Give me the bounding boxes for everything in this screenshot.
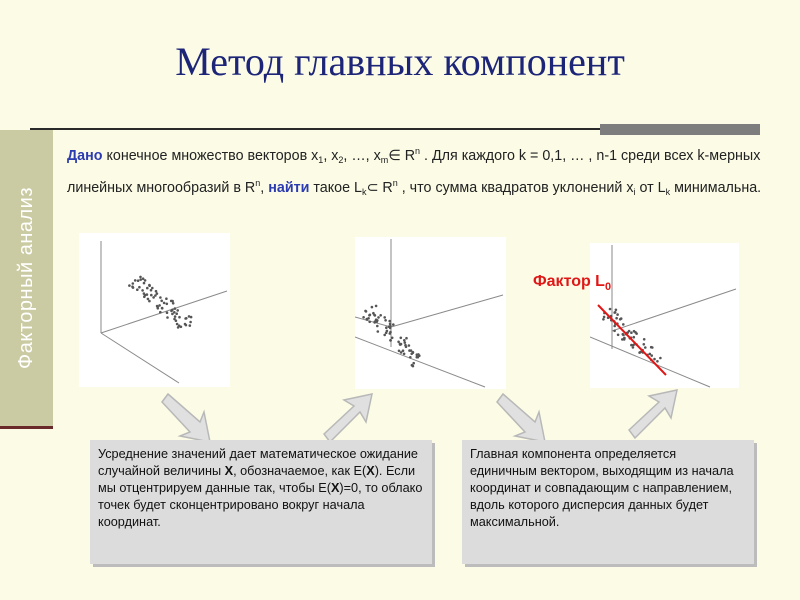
data-point: [383, 334, 386, 337]
data-point: [630, 344, 633, 347]
scatter-3d-original-icon: [79, 233, 230, 387]
box-text: Главная компонента определяется единичным вектором, выходящим из начала координат и совпадающим с направлением, вдоль которого дисперсия данных будет максимальной.: [470, 447, 734, 529]
data-point: [622, 323, 625, 326]
factor-label-text: Фактор L: [533, 273, 605, 290]
data-point: [403, 339, 406, 342]
data-point: [146, 287, 149, 290]
data-point: [166, 316, 169, 319]
desc-text: такое L: [309, 180, 362, 196]
data-point: [383, 316, 386, 319]
data-point: [650, 354, 653, 357]
data-point: [609, 308, 612, 311]
data-point: [150, 294, 153, 297]
data-point: [385, 326, 388, 329]
keyword-find: найти: [268, 180, 310, 196]
desc-text: ∈ R: [388, 148, 416, 164]
arrow-down-right-icon: [495, 392, 549, 446]
data-point: [412, 351, 415, 354]
box-bold-x: X: [330, 481, 340, 495]
data-point: [189, 321, 192, 324]
title-rule: [30, 128, 600, 130]
data-point: [615, 317, 618, 320]
arrow-up-right-icon: [320, 392, 374, 446]
data-point: [128, 284, 131, 287]
data-point: [176, 309, 179, 312]
data-point: [376, 325, 379, 328]
data-point: [147, 298, 150, 301]
data-point: [630, 331, 633, 334]
data-point: [379, 314, 382, 317]
data-point: [136, 288, 139, 291]
factor-label: [533, 273, 611, 293]
desc-sub: i: [633, 187, 636, 197]
data-point: [362, 316, 365, 319]
arrow-down-right-icon: [160, 392, 214, 446]
data-point: [185, 317, 188, 320]
data-point: [166, 311, 169, 314]
data-point: [417, 356, 420, 359]
data-point: [171, 313, 174, 316]
data-point: [161, 307, 164, 310]
data-point: [155, 290, 158, 293]
data-point: [603, 316, 606, 319]
data-point: [633, 336, 636, 339]
principal-axis-line: [598, 305, 666, 375]
data-point: [154, 294, 157, 297]
box-text: , обозначаемое, как E(: [233, 464, 367, 478]
data-point: [142, 277, 145, 280]
desc-text: , x: [323, 148, 339, 164]
data-point: [177, 326, 180, 329]
data-point: [403, 353, 406, 356]
desc-text: минимальна.: [670, 180, 762, 196]
data-point: [366, 318, 369, 321]
data-point: [643, 338, 646, 341]
data-point: [623, 337, 626, 340]
data-point: [373, 314, 376, 317]
box-text: )=0, то облако точек будет сконцентрировано вокруг начала координат.: [98, 481, 423, 529]
scatter-3d-centered-icon: [355, 237, 506, 389]
data-point: [388, 320, 391, 323]
data-point: [617, 334, 620, 337]
data-point: [405, 337, 408, 340]
data-point: [397, 341, 400, 344]
data-point: [408, 344, 411, 347]
data-point: [178, 316, 181, 319]
data-point: [170, 310, 173, 313]
data-point: [402, 349, 405, 352]
data-point: [613, 311, 616, 314]
data-point: [139, 278, 142, 281]
data-point: [144, 294, 147, 297]
data-point: [656, 360, 659, 363]
box-text: ). Если мы отцентрируем данные так, чтобы E(: [98, 464, 416, 495]
data-point: [384, 319, 387, 322]
data-point: [371, 306, 374, 309]
desc-sup: n: [392, 178, 398, 188]
data-point: [188, 315, 191, 318]
sidebar-label-container: [2, 130, 50, 426]
data-point: [172, 302, 175, 305]
desc-text: ,: [260, 180, 269, 196]
data-point: [368, 314, 371, 317]
data-point: [148, 300, 151, 303]
centering-explanation-box: [90, 440, 432, 564]
data-point: [377, 316, 380, 319]
data-point: [391, 337, 394, 340]
data-point: [152, 296, 155, 299]
data-point: [163, 302, 166, 305]
data-point: [159, 296, 162, 299]
data-point: [400, 343, 403, 346]
box-text: Усреднение значений дает математическое ожидание случайной величины: [98, 447, 418, 478]
data-point: [616, 313, 619, 316]
desc-text: от L: [635, 180, 666, 196]
data-point: [139, 276, 142, 279]
data-point: [634, 331, 637, 334]
data-point: [411, 364, 414, 367]
data-point: [144, 279, 147, 282]
data-point: [174, 307, 177, 310]
data-point: [409, 356, 412, 359]
data-point: [166, 303, 169, 306]
desc-sub: m: [380, 155, 389, 165]
desc-text: ⊂ R: [366, 180, 393, 196]
desc-sub: 1: [318, 155, 324, 165]
data-point: [375, 318, 378, 321]
data-point: [141, 289, 144, 292]
arrow-up-right-icon: [625, 388, 679, 442]
data-point: [176, 323, 179, 326]
scatter-3d-factor-icon: [590, 243, 739, 388]
desc-sub: 2: [338, 155, 344, 165]
data-point: [644, 346, 647, 349]
data-point: [364, 310, 367, 313]
data-point: [404, 341, 407, 344]
desc-sub: k: [665, 187, 671, 197]
data-point: [368, 321, 371, 324]
data-point: [138, 286, 141, 289]
data-point: [160, 300, 163, 303]
data-point: [405, 346, 408, 349]
data-point: [392, 323, 395, 326]
data-point: [400, 337, 403, 340]
data-point: [613, 330, 616, 333]
data-point: [156, 306, 159, 309]
data-point: [150, 289, 153, 292]
data-point: [148, 284, 151, 287]
desc-sub: k: [361, 187, 367, 197]
problem-statement: [67, 140, 767, 204]
desc-text: , что сумма квадратов уклонений x: [397, 180, 634, 196]
data-point: [134, 279, 137, 282]
desc-text: конечное множество векторов x: [102, 148, 319, 164]
data-point: [622, 333, 625, 336]
data-point: [377, 330, 380, 333]
desc-sup: n: [415, 146, 421, 156]
data-point: [132, 286, 135, 289]
box-bold-x: X: [366, 464, 375, 478]
factor-label-sub: 0: [604, 281, 612, 293]
data-point: [185, 324, 188, 327]
data-point: [389, 339, 392, 342]
data-point: [417, 353, 420, 356]
data-point: [137, 279, 140, 282]
sidebar-label: Факторный анализ: [14, 187, 37, 369]
desc-text: . Для каждого k = 0,1, … , n-1 среди всех k-мерных линейных многообразий в R: [67, 148, 761, 196]
data-point: [650, 346, 653, 349]
box-bold-x: X: [224, 464, 234, 478]
data-point: [132, 282, 135, 285]
data-point: [174, 315, 177, 318]
data-point: [653, 358, 656, 361]
data-point: [159, 311, 162, 314]
data-point: [620, 317, 623, 320]
data-point: [175, 312, 178, 315]
data-point: [143, 282, 146, 285]
title-rule-accent: [600, 124, 760, 135]
data-point: [375, 305, 378, 308]
keyword-given: Дано: [67, 148, 103, 164]
principal-component-box: [462, 440, 754, 564]
slide-title: Метод главных компонент: [175, 39, 625, 84]
data-point: [412, 362, 415, 365]
data-point: [602, 318, 605, 321]
data-point: [189, 324, 192, 327]
data-point: [643, 343, 646, 346]
desc-text: , …, x: [343, 148, 381, 164]
data-point: [615, 309, 618, 312]
data-point: [173, 318, 176, 321]
data-point: [151, 287, 154, 290]
desc-sup: n: [255, 178, 261, 188]
data-point: [398, 350, 401, 353]
data-point: [388, 325, 391, 328]
data-point: [389, 331, 392, 334]
data-point: [659, 357, 662, 360]
data-point: [613, 325, 616, 328]
data-point: [171, 300, 174, 303]
data-point: [165, 297, 168, 300]
data-point: [632, 346, 635, 349]
data-point: [385, 332, 388, 335]
